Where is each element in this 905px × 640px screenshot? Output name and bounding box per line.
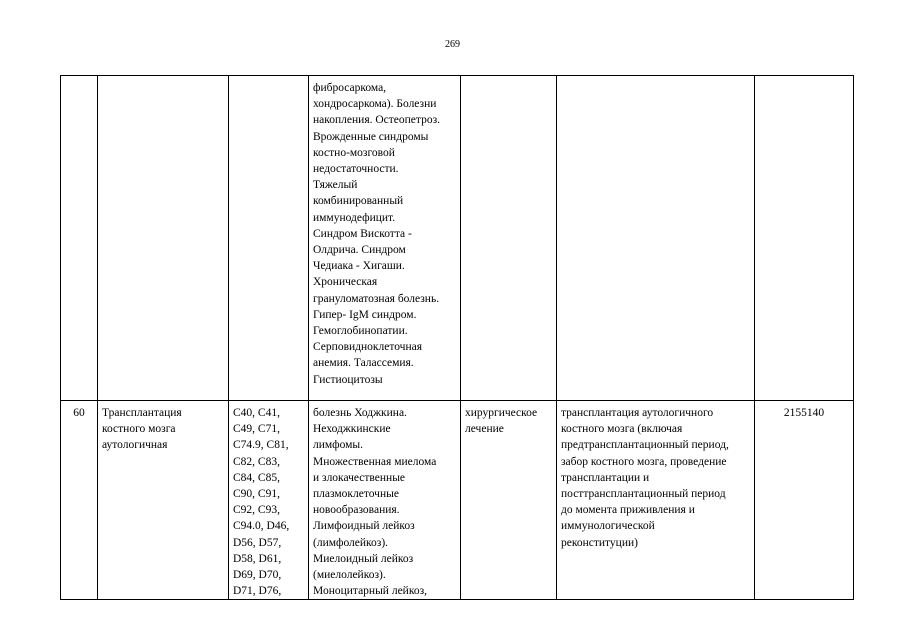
cell-text-line: новообразования. <box>313 504 400 517</box>
cell-text-line: Серповидноклеточная <box>313 341 422 354</box>
cell-text-line: забор костного мозга, проведение <box>561 455 727 468</box>
cell-text-line: иммунологической <box>561 520 655 533</box>
cell-text-line: до момента приживления и <box>561 504 695 517</box>
cell-text-line: костного мозга (включая <box>561 423 683 436</box>
cell-text-line: лечение <box>465 423 504 436</box>
cell-text-line: предтрансплантационный период, <box>561 439 729 452</box>
cell-text-line: Тяжелый <box>313 179 358 192</box>
cell-text-line: Синдром Вискотта - <box>313 227 412 240</box>
cell-text-line: костного мозга <box>102 423 176 436</box>
cell-text-line: (лимфолейкоз). <box>313 536 389 549</box>
page-number: 269 <box>445 39 460 50</box>
cost-cell: 2155140 <box>755 401 854 600</box>
icd-codes-cell <box>229 401 309 600</box>
cell-text-line: C49, C71, <box>233 423 280 436</box>
cell-text-line: комбинированный <box>313 195 404 208</box>
treatment-method-cell <box>557 401 755 600</box>
cell-text-line: C40, C41, <box>233 407 280 419</box>
cell-text-line: D71, D76, <box>233 585 282 598</box>
row-number-cell: 60 <box>61 401 98 600</box>
cell-text-line: Неходжкинские <box>313 423 391 436</box>
cell-text-line: аутологичная <box>102 439 168 452</box>
cell-text-line: C82, C83, <box>233 455 280 468</box>
disease-model-cell <box>309 401 461 600</box>
cell-text-line: недостаточности. <box>313 163 399 176</box>
cell-text-line: Гемоглобинопатии. <box>313 325 408 338</box>
care-type-name-cell <box>98 76 229 401</box>
cell-text-line: Трансплантация <box>102 407 182 419</box>
table-row <box>61 76 854 401</box>
cell-text-line: посттрансплантационный период <box>561 488 726 501</box>
cell-text-line: плазмоклеточные <box>313 488 399 501</box>
cell-text-line: и злокачественные <box>313 471 406 484</box>
cell-text-line: Врожденные синдромы <box>313 130 429 143</box>
cell-text-line: Чедиака - Хигаши. <box>313 260 405 273</box>
cell-text-line: D69, D70, <box>233 569 282 582</box>
cell-text-line: накопления. Остеопетроз. <box>313 114 440 127</box>
treatment-type-cell <box>461 401 557 600</box>
medical-care-table <box>60 75 854 600</box>
cell-text-line: Лимфоидный лейкоз <box>313 520 415 533</box>
cell-text-line: костно-мозговой <box>313 146 395 159</box>
cell-text-line: D58, D61, <box>233 552 282 565</box>
cell-text-line: C74.9, C81, <box>233 439 289 452</box>
cell-text-line: фибросаркома, <box>313 82 387 94</box>
cell-text-line: Миелоидный лейкоз <box>313 552 414 565</box>
disease-model-cell <box>309 76 461 401</box>
cell-text-line: реконституции) <box>561 536 638 549</box>
cell-text-line: трансплантации и <box>561 471 650 484</box>
cell-text-line: трансплантация аутологичного <box>561 407 714 419</box>
cell-text-line: (миелолейкоз). <box>313 569 386 582</box>
cell-text-line: лимфомы. <box>313 439 364 452</box>
treatment-type-cell <box>461 76 557 401</box>
cell-text-line: C94.0, D46, <box>233 520 290 533</box>
cell-text-line: Хроническая <box>313 276 378 289</box>
cell-text-line: анемия. Талассемия. <box>313 357 414 370</box>
cell-text-line: Моноцитарный лейкоз, <box>313 585 428 598</box>
icd-codes-cell <box>229 76 309 401</box>
cell-text-line: Олдрича. Синдром <box>313 244 406 257</box>
cell-text-line: C90, C91, <box>233 488 280 501</box>
care-type-name-cell <box>98 401 229 600</box>
cell-text-line: грануломатозная болезнь. <box>313 292 440 305</box>
treatment-method-cell <box>557 76 755 401</box>
cell-text-line: C92, C93, <box>233 504 280 517</box>
cell-text-line: Гипер- IgM синдром. <box>313 308 417 321</box>
cell-text-line: D56, D57, <box>233 536 282 549</box>
table-row <box>61 401 854 600</box>
cell-text-line: Множественная миелома <box>313 455 437 468</box>
cost-cell <box>755 76 854 401</box>
cell-text-line: Гистиоцитозы <box>313 373 383 386</box>
cell-text-line: болезнь Ходжкина. <box>313 407 407 419</box>
row-number-cell <box>61 76 98 401</box>
cell-text-line: хондросаркома). Болезни <box>313 98 437 111</box>
cell-text-line: иммунодефицит. <box>313 211 396 224</box>
cell-text-line: C84, C85, <box>233 471 280 484</box>
cell-text-line: хирургическое <box>465 407 538 419</box>
